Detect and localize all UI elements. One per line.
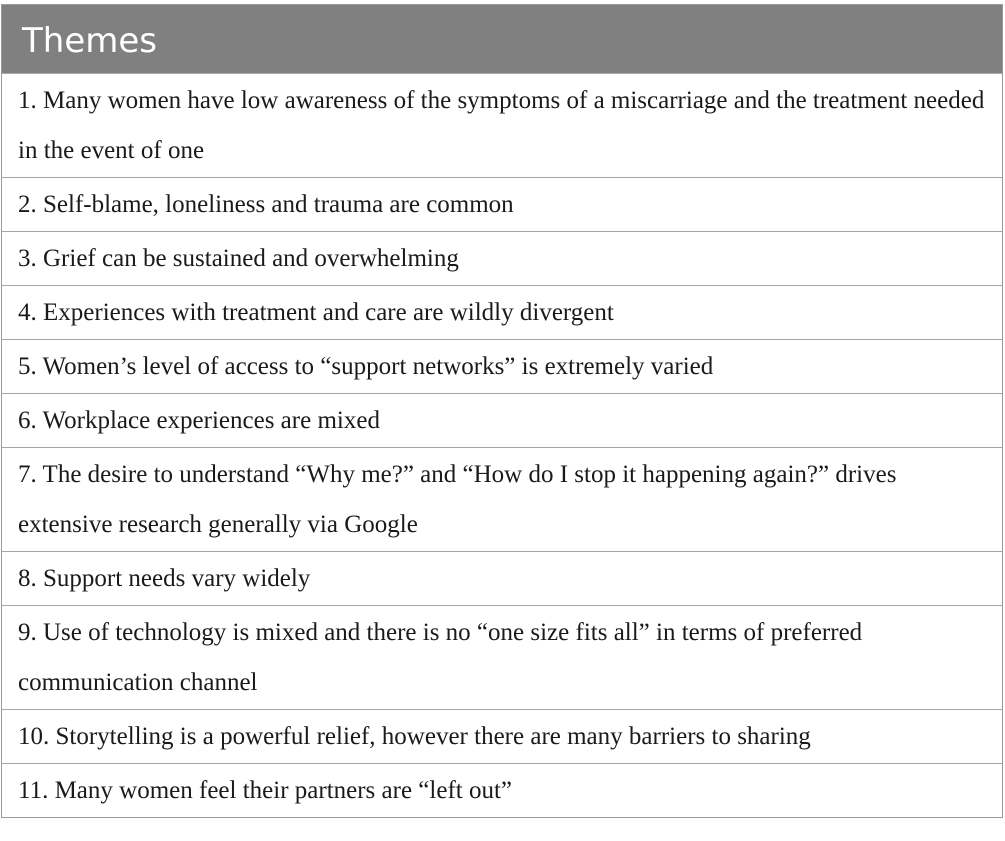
table-row: 1. Many women have low awareness of the symptoms of a miscarriage and the treatment needed in the event of one xyxy=(2,73,1002,177)
table-row: 9. Use of technology is mixed and there is no “one size fits all” in terms of preferred communication channel xyxy=(2,605,1002,709)
table-row: 8. Support needs vary widely xyxy=(2,551,1002,605)
table-row: 11. Many women feel their partners are “left out” xyxy=(2,763,1002,817)
table-header: Themes xyxy=(2,5,1002,73)
table-row: 6. Workplace experiences are mixed xyxy=(2,393,1002,447)
table-row: 3. Grief can be sustained and overwhelming xyxy=(2,231,1002,285)
table-row: 4. Experiences with treatment and care are wildly divergent xyxy=(2,285,1002,339)
table-row: 2. Self-blame, loneliness and trauma are common xyxy=(2,177,1002,231)
themes-table xyxy=(1,4,1003,818)
table-row: 10. Storytelling is a powerful relief, however there are many barriers to sharing xyxy=(2,709,1002,763)
table-row: 7. The desire to understand “Why me?” and “How do I stop it happening again?” drives extensive research generally via Google xyxy=(2,447,1002,551)
table-row: 5. Women’s level of access to “support networks” is extremely varied xyxy=(2,339,1002,393)
